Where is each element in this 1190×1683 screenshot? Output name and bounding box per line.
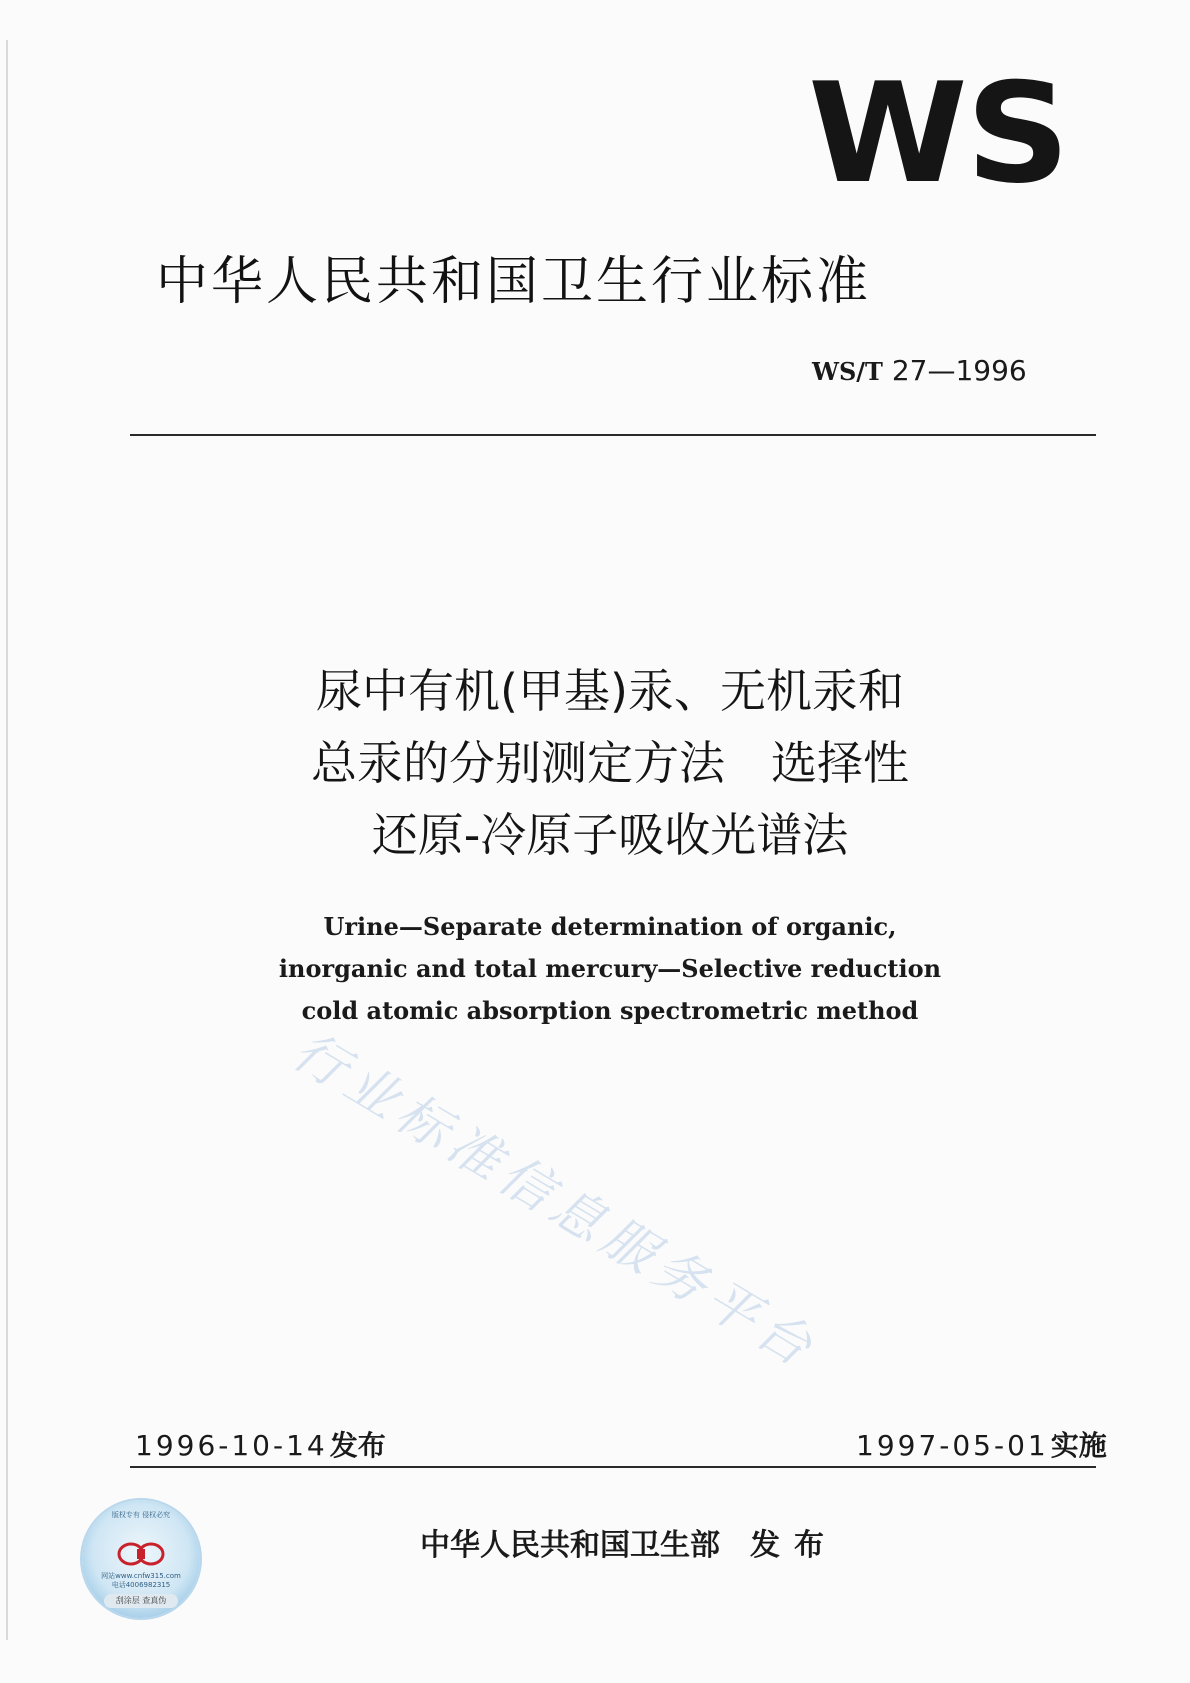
seal-website: 网站www.cnfw315.com [101, 1572, 181, 1580]
bottom-divider [130, 1466, 1096, 1468]
implementation-date-label: 实施 [1050, 1429, 1107, 1462]
issue-date-label: 发布 [329, 1429, 386, 1462]
anti-counterfeit-seal [82, 1500, 200, 1618]
chinese-title [200, 655, 1020, 871]
english-title-line-3: cold atomic absorption spectrometric method [301, 996, 919, 1025]
seal-ribbon: 刮涂层 查真伪 [104, 1594, 178, 1608]
seal-arc-text: 版权专有 侵权必究 [111, 1511, 171, 1519]
chinese-title-line-2: 总汞的分别测定方法 选择性 [311, 736, 909, 790]
watermark: 行业标准信息服务平台 [282, 1021, 828, 1382]
standard-number-value: 27—1996 [891, 354, 1027, 387]
seal-logo-icon [117, 1540, 165, 1568]
top-divider [130, 434, 1096, 436]
english-title-line-2: inorganic and total mercury—Selective reduction [278, 954, 942, 983]
chinese-title-line-3: 还原-冷原子吸收光谱法 [371, 808, 849, 862]
standard-category-title: 中华人民共和国卫生行业标准 [156, 252, 872, 312]
english-title-line-1: Urine—Separate determination of organic, [323, 912, 897, 941]
issuer [420, 1526, 838, 1566]
seal-phone: 电话4006982315 [111, 1581, 171, 1589]
implementation-date [856, 1428, 1107, 1464]
chinese-title-line-1: 尿中有机(甲基)汞、无机汞和 [316, 664, 904, 718]
issuer-action: 发布 [750, 1528, 838, 1563]
issue-date [135, 1428, 386, 1464]
issuer-name: 中华人民共和国卫生部 [420, 1528, 720, 1563]
standard-number [812, 353, 1052, 390]
standard-number-prefix: WS/T [812, 357, 883, 386]
implementation-date-value: 1997-05-01 [856, 1429, 1049, 1462]
issue-date-value: 1996-10-14 [135, 1429, 328, 1462]
page-edge [6, 40, 8, 1640]
ws-logo: WS [808, 53, 1068, 214]
